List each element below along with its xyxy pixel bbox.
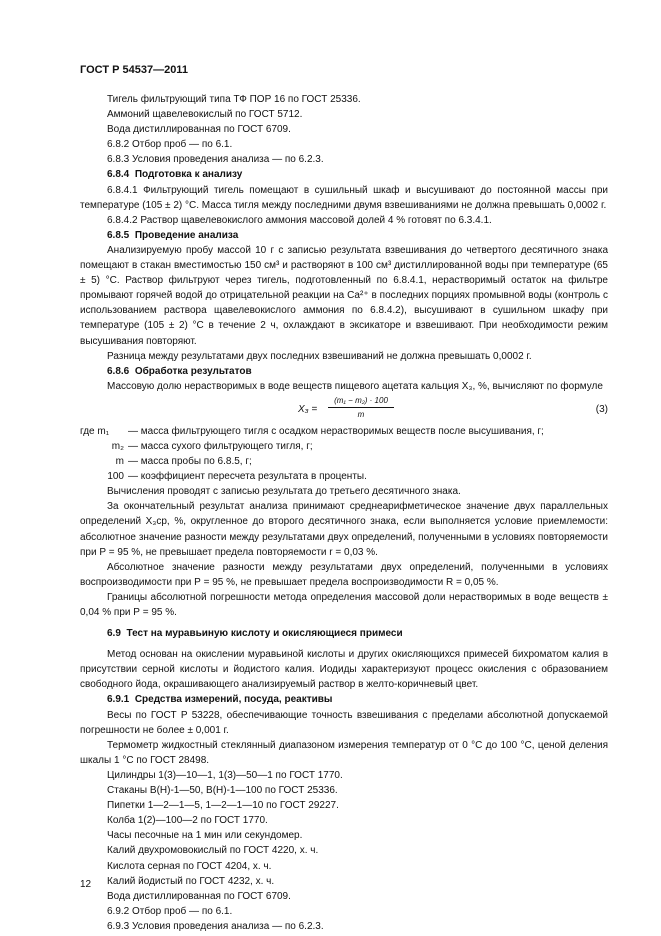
- legend-text: — масса фильтрующего тигля с осадком нерастворимых веществ после высушивания, г;: [128, 425, 544, 437]
- list-item: Пипетки 1—2—1—5, 1—2—1—10 по ГОСТ 29227.: [107, 800, 339, 812]
- list-item: Кислота серная по ГОСТ 4204, х. ч.: [107, 860, 272, 872]
- list-item: Калий йодистый по ГОСТ 4232, х. ч.: [107, 875, 275, 887]
- list-item: 6.9.2 Отбор проб — по 6.1.: [107, 905, 233, 917]
- paragraph: Весы по ГОСТ Р 53228, обеспечивающие точность взвешивания с пределами абсолютной допускаемой погрешности не более ± 0,001 г.: [80, 709, 608, 736]
- list-item: Тигель фильтрующий типа ТФ ПОР 16 по ГОСТ 25336.: [107, 94, 361, 105]
- list-item: Аммоний щавелевокислый по ГОСТ 5712.: [107, 109, 303, 121]
- section-title: Подготовка к анализу: [134, 169, 243, 181]
- section-number: 6.8.6: [107, 365, 130, 377]
- list-item: 6.8.3 Условия проведения анализа — по 6.2.3.: [107, 154, 324, 166]
- list-item: Вода дистиллированная по ГОСТ 6709.: [107, 124, 291, 136]
- paragraph: Массовую долю нерастворимых в воде веществ пищевого ацетата кальция X₃, %, вычисляют по формуле: [107, 380, 603, 392]
- legend-text: — масса сухого фильтрующего тигля, г;: [128, 440, 313, 452]
- list-item: Колба 1(2)—100—2 по ГОСТ 1770.: [107, 815, 268, 827]
- running-header: ГОСТ Р 54537—2011: [80, 64, 188, 76]
- section-heading-6-9: [80, 626, 608, 641]
- section-number: 6.8.4: [107, 169, 130, 181]
- legend-symbol: 100: [107, 471, 124, 483]
- section-title: Тест на муравьиную кислоту и окисляющиеся примеси: [126, 628, 403, 640]
- paragraph: 6.8.4.2 Раствор щавелевокислого аммония массовой долей 4 % готовят по 6.3.4.1.: [107, 214, 492, 226]
- paragraph: Разница между результатами двух последних взвешиваний не должна превышать 0,0002 г.: [107, 350, 532, 362]
- formula-lhs: X₃ =: [298, 403, 318, 415]
- paragraph: Анализируемую пробу массой 10 г с записью результата взвешивания до четвертого десятичного знака помещают в стакан вместимостью 150 см³ и растворяют в 100 см³ дистиллированной воды при температуре (65 ± 5) °С. Раствор фильтруют через тигель, подготовленный по 6.8.4.1, нерастворимый остаток на фильтре промывают горячей водой до отрицательной реакции на Са²⁺ в последних порциях промывной воды (контроль с использованием раствора щавелевокислого аммония по 6.8.4.2), высушивают в сушильном шкафу при температуре (105 ± 2) °С в течение 2 ч, охлаждают в эксикаторе и взвешивают. При необходимости режим высушивания повторяют.: [80, 244, 608, 347]
- legend-text: — коэффициент пересчета результата в проценты.: [128, 471, 367, 483]
- legend-symbol: m₂: [111, 440, 124, 452]
- formula-denominator: m: [357, 409, 365, 419]
- formula-number: (3): [595, 403, 608, 415]
- section-number: 6.9.1: [107, 694, 130, 706]
- list-item: Стаканы В(Н)-1—50, В(Н)-1—100 по ГОСТ 25336.: [107, 785, 338, 797]
- formula-3: [80, 394, 608, 424]
- paragraph: Вычисления проводят с записью результата до третьего десятичного знака.: [107, 486, 461, 498]
- list-item: Калий двухромовокислый по ГОСТ 4220, х. ч.: [107, 845, 319, 857]
- paragraph: За окончательный результат анализа принимают среднеарифметическое значение двух параллельных определений X₃ср, %, округленное до второго десятичного знака, если выполняется условие приемлемости: абсолютное значение разности между результатами двух определений, полученными в условиях повторяемости при Р = 95 %, не превышает предела повторяемости r = 0,03 %.: [80, 501, 608, 558]
- section-number: 6.9: [107, 628, 121, 640]
- legend-symbol: где m₁: [80, 425, 110, 437]
- legend-symbol: m: [115, 456, 124, 468]
- document-body: [80, 92, 608, 934]
- page-number: 12: [80, 879, 92, 890]
- list-item: Часы песочные на 1 мин или секундомер.: [107, 830, 303, 842]
- list-item: Цилиндры 1(3)—10—1, 1(3)—50—1 по ГОСТ 1770.: [107, 769, 343, 781]
- section-title: Проведение анализа: [134, 229, 239, 241]
- formula-numerator: (m₁ − m₂) · 100: [334, 395, 388, 405]
- paragraph: 6.8.4.1 Фильтрующий тигель помещают в сушильный шкаф и высушивают до постоянной массы при температуре (105 ± 2) °С. Масса тигля между последними двумя взвешиваниями не должна превышать 0,0002 г.: [80, 184, 608, 211]
- formula-legend: [80, 424, 608, 484]
- section-heading-6-9-1: [80, 692, 608, 707]
- section-heading-6-8-4: [80, 167, 608, 182]
- legend-text: — масса пробы по 6.8.5, г;: [128, 456, 252, 468]
- list-item: 6.8.2 Отбор проб — по 6.1.: [107, 139, 233, 151]
- section-title: Средства измерений, посуда, реактивы: [134, 694, 333, 706]
- paragraph: Границы абсолютной погрешности метода определения массовой доли нерастворимых в воде веществ ± 0,04 % при Р = 95 %.: [80, 591, 608, 618]
- section-title: Обработка результатов: [134, 365, 252, 377]
- paragraph: Термометр жидкостный стеклянный диапазоном измерения температур от 0 °С до 100 °С, ценой деления шкалы 1 °С по ГОСТ 28498.: [80, 739, 608, 766]
- formula-fraction: [326, 394, 396, 421]
- list-item: Вода дистиллированная по ГОСТ 6709.: [107, 890, 291, 902]
- paragraph: Абсолютное значение разности между результатами двух определений, полученными в условиях воспроизводимости при Р = 95 %, не превышает предела воспроизводимости R = 0,05 %.: [80, 561, 608, 588]
- list-item: 6.9.3 Условия проведения анализа — по 6.2.3.: [107, 920, 324, 932]
- section-heading-6-8-5: [80, 228, 608, 243]
- section-heading-6-8-6: [80, 364, 608, 379]
- section-number: 6.8.5: [107, 229, 130, 241]
- paragraph: Метод основан на окислении муравьиной кислоты и других окисляющихся примесей бихроматом калия в присутствии серной кислоты и йодистого калия. Иодиды характеризуют процесс окисления с образованием свободного йода, окрашивающего анализируемый раствор в желто-коричневый цвет.: [80, 649, 608, 691]
